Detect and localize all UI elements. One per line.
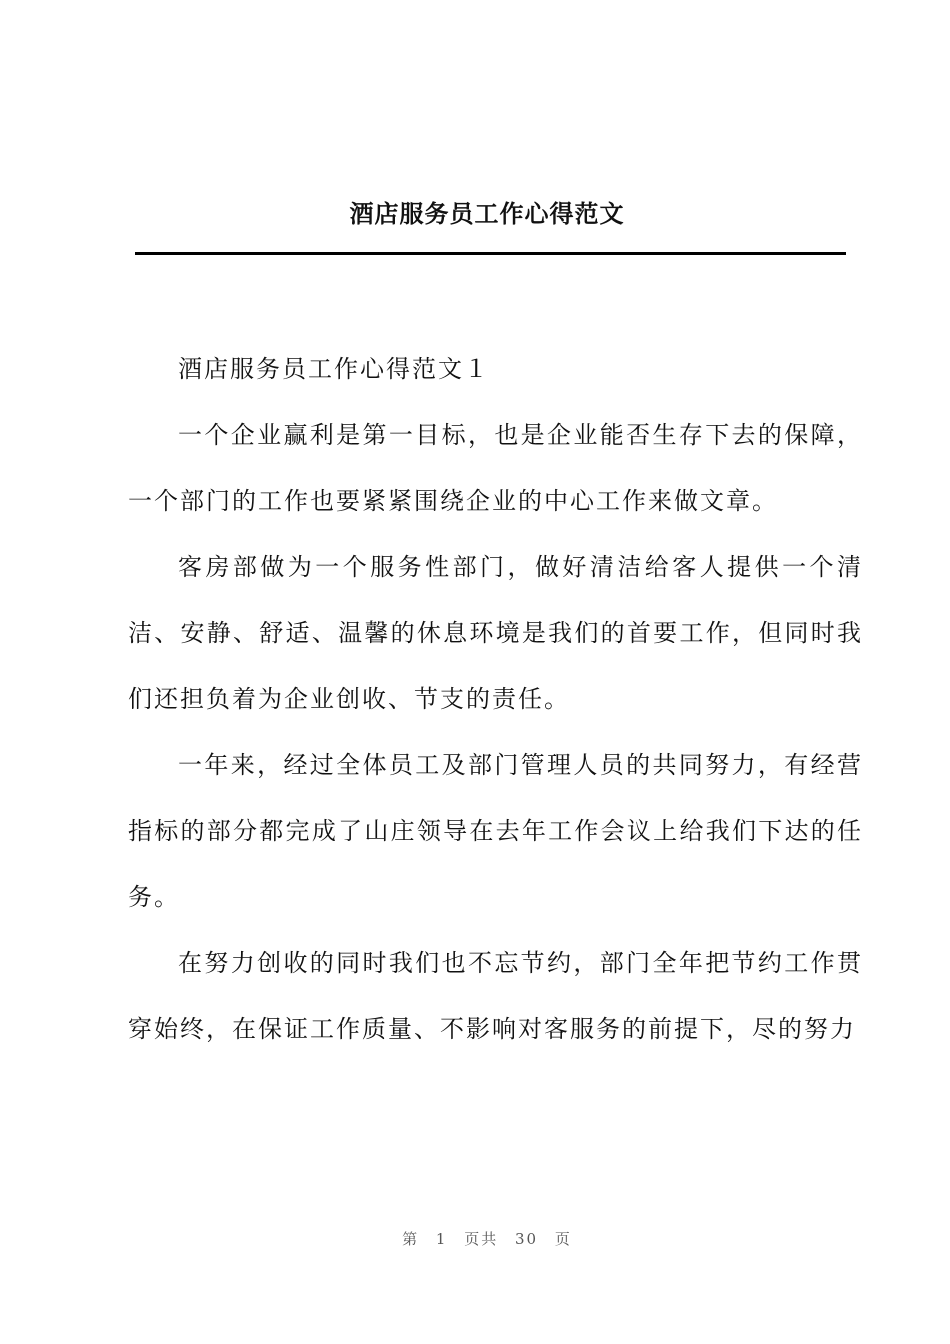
paragraph: 一年来，经过全体员工及部门管理人员的共同努力，有经营指标的部分都完成了山庄领导在去年工作会议上给我们下达的任务。 <box>128 751 863 911</box>
paragraph: 客房部做为一个服务性部门，做好清洁给客人提供一个清洁、安静、舒适、温馨的休息环境是我们的首要工作，但同时我们还担负着为企业创收、节支的责任。 <box>128 553 863 713</box>
paragraph: 在努力创收的同时我们也不忘节约，部门全年把节约工作贯穿始终，在保证工作质量、不影响对客服务的前提下，尽的努力 <box>128 949 863 1043</box>
title-underline <box>135 252 846 255</box>
paragraph-heading: 酒店服务员工作心得范文１ <box>178 355 490 383</box>
document-title: 酒店服务员工作心得范文 <box>349 199 625 228</box>
paragraph: 一个企业赢利是第一目标，也是企业能否生存下去的保障，一个部门的工作也要紧紧围绕企业的中心工作来做文章。 <box>128 421 863 515</box>
page-footer: 第 1 页共 30 页 <box>402 1230 572 1248</box>
document-body <box>128 336 863 1062</box>
